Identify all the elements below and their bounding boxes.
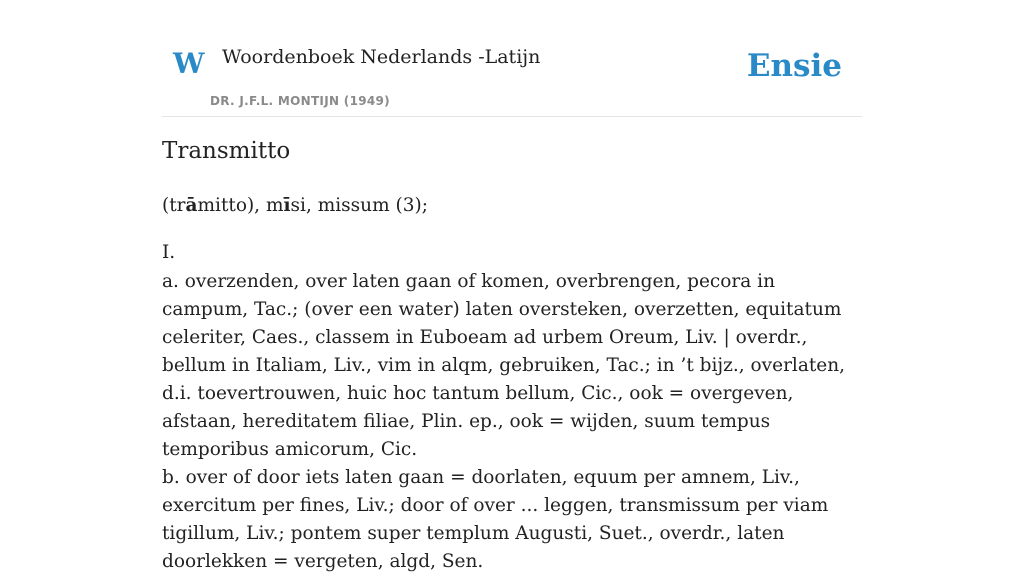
grammar-text-3: si, missum (3); (290, 195, 428, 216)
entry-grammar (162, 193, 428, 219)
dictionary-author: DR. J.F.L. MONTIJN (1949) (210, 94, 390, 108)
entry-body (162, 268, 862, 576)
page-container (162, 0, 862, 572)
definition-b: b. over of door iets laten gaan = doorlaten, equum per amnem, Liv., exercitum per fines, Liv.; door of over ... leggen, transmissum per viam tigillum, Liv.; pontem super templum Augusti, Suet., overdr., laten doorlekken = vergeten, algd, Sen. (162, 467, 829, 572)
grammar-text-2: mitto), m (197, 195, 284, 216)
definition-a: a. overzenden, over laten gaan of komen, overbrengen, pecora in campum, Tac.; (over een water) laten oversteken, overzetten, equitatum celeriter, Caes., classem in Euboeam ad urbem Oreum, Liv. | overdr., bellum in Italiam, Liv., vim in alqm, gebruiken, Tac.; in ’t bijz., overlaten, d.i. toevertrouwen, huic hoc tantum bellum, Cic., ook = overgeven, afstaan, hereditatem filiae, Plin. ep., ook = wijden, suum tempus temporibus amicorum, Cic. (162, 271, 846, 460)
sense-number: I. (162, 242, 176, 263)
entry-headword: Transmitto (162, 138, 291, 164)
grammar-long-i: ī (283, 195, 291, 216)
dictionary-title[interactable]: Woordenboek Nederlands -Latijn (222, 46, 541, 68)
page-header (162, 0, 862, 117)
grammar-text-1: (tr (162, 195, 186, 216)
grammar-long-a: ā (185, 195, 198, 216)
dictionary-logo-icon[interactable]: W (173, 47, 205, 80)
ensie-brand-link[interactable]: Ensie (746, 48, 842, 84)
